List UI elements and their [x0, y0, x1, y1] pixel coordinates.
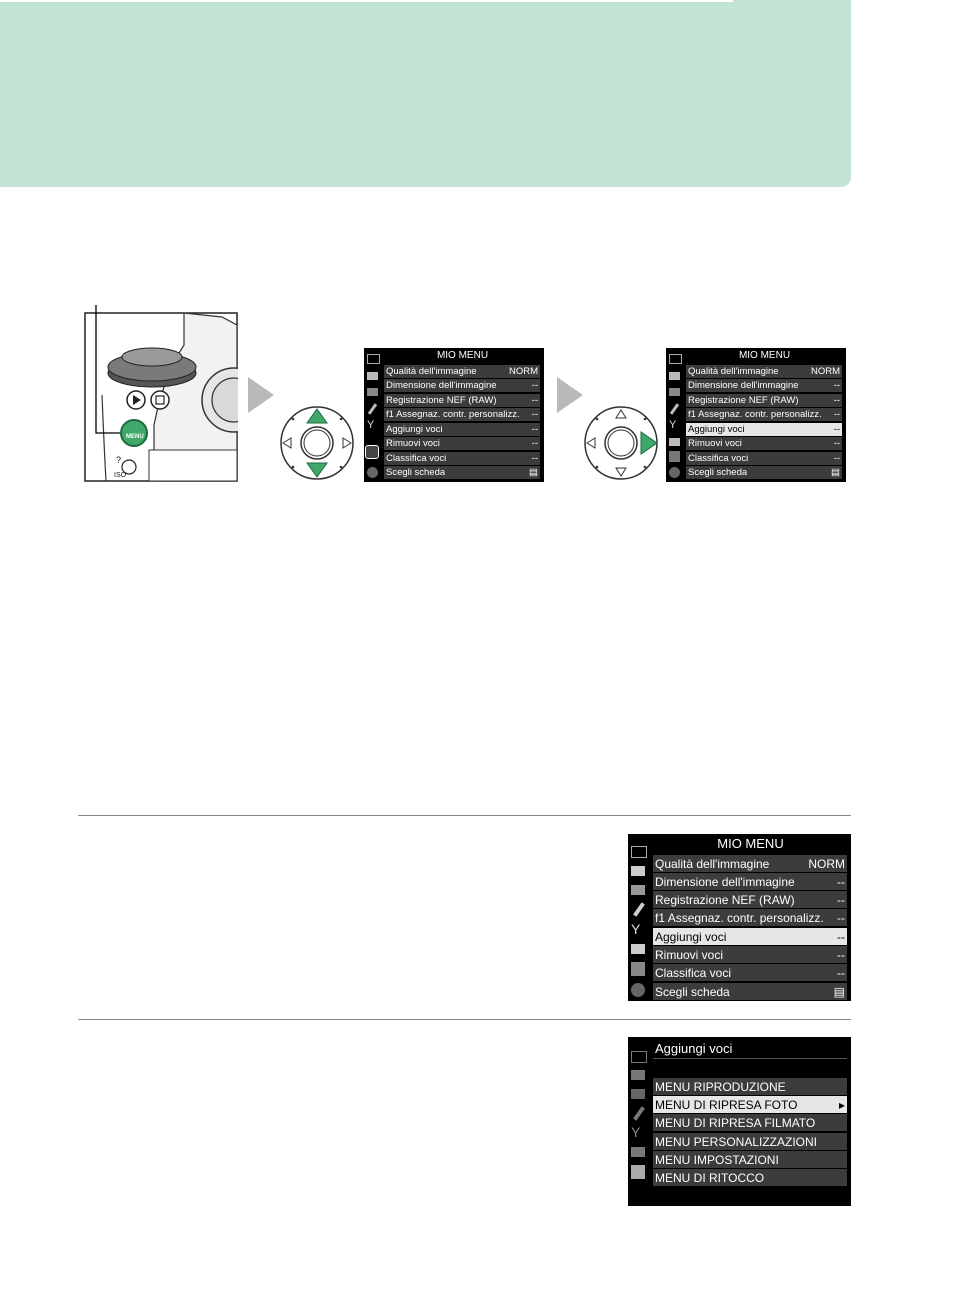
movie-tab-icon — [367, 388, 378, 396]
screen-title: MIO MENU — [717, 836, 784, 851]
step-arrow-icon — [557, 377, 583, 418]
camera-tab-icon — [669, 372, 680, 380]
list-item[interactable]: Qualità dell'immagine NORM — [386, 366, 538, 377]
help-icon — [367, 467, 378, 478]
list-item[interactable]: Scegli scheda ▤ — [655, 984, 845, 999]
list-item[interactable]: Qualità dell'immagine NORM — [688, 366, 840, 377]
title-divider — [653, 1058, 847, 1059]
chevron-right-icon: ▸ — [838, 1097, 845, 1112]
menu-screen-large — [628, 834, 851, 1001]
list-item[interactable]: Qualità dell'immagine NORM — [655, 856, 845, 871]
list-item[interactable]: MENU DI RITOCCO — [653, 1169, 847, 1186]
retouch-tab-icon — [631, 944, 645, 954]
list-item[interactable]: f1 Assegnaz. contr. personalizz. -- — [655, 910, 845, 925]
camera-tab-icon — [631, 866, 645, 876]
multi-selector-up-down-icon — [279, 405, 355, 481]
list-item[interactable]: Dimensione dell'immagine -- — [655, 874, 845, 889]
list-item-selected[interactable]: Aggiungi voci -- — [655, 929, 845, 944]
svg-text:?: ? — [116, 455, 122, 465]
list-item[interactable]: Dimensione dell'immagine -- — [386, 380, 538, 391]
add-items-screen — [628, 1037, 851, 1206]
menu-button-label: MENU — [126, 434, 144, 440]
tab-icon: ▤ — [833, 984, 845, 999]
list-item[interactable]: f1 Assegnaz. contr. personalizz. -- — [386, 409, 538, 420]
list-item[interactable]: Aggiungi voci -- — [386, 424, 538, 435]
retouch-tab-icon — [631, 1147, 645, 1157]
step-arrow-icon — [248, 377, 274, 418]
my-menu-tab-icon — [631, 962, 645, 976]
retouch-tab-icon — [669, 438, 680, 446]
list-item[interactable]: MENU DI RIPRESA FILMATO — [653, 1114, 847, 1131]
help-icon — [631, 983, 645, 997]
my-menu-tab-icon — [365, 445, 379, 459]
playback-tab-icon — [631, 846, 647, 858]
list-item[interactable]: Scegli scheda ▤ — [688, 467, 840, 478]
list-item-selected[interactable]: Aggiungi voci -- — [688, 424, 840, 435]
camera-illustration — [84, 305, 238, 483]
list-item[interactable]: MENU IMPOSTAZIONI — [653, 1151, 847, 1168]
list-item[interactable]: Rimuovi voci -- — [655, 947, 845, 962]
screen-title: Aggiungi voci — [655, 1041, 733, 1056]
multi-selector-right-icon — [583, 405, 659, 481]
screen-title: MIO MENU — [738, 350, 791, 361]
movie-tab-icon — [631, 885, 645, 895]
list-item[interactable]: Registrazione NEF (RAW) -- — [655, 892, 845, 907]
list-item[interactable]: Registrazione NEF (RAW) -- — [688, 395, 840, 406]
menu-screen-1 — [364, 348, 544, 482]
list-item[interactable]: MENU PERSONALIZZAZIONI — [653, 1133, 847, 1150]
list-item[interactable]: Classifica voci -- — [655, 965, 845, 980]
wrench-tab-icon: Y — [367, 419, 375, 431]
playback-tab-icon — [631, 1051, 647, 1063]
list-item[interactable]: Classifica voci -- — [688, 453, 840, 464]
my-menu-tab-icon — [631, 1165, 645, 1179]
help-icon — [669, 467, 680, 478]
list-item[interactable]: Classifica voci -- — [386, 453, 538, 464]
playback-tab-icon — [367, 354, 380, 364]
header-divider — [0, 0, 733, 2]
my-menu-tab-icon — [669, 451, 680, 462]
list-item[interactable]: f1 Assegnaz. contr. personalizz. -- — [688, 409, 840, 420]
list-item[interactable]: Dimensione dell'immagine -- — [688, 380, 840, 391]
camera-tab-icon — [631, 1070, 645, 1080]
header-band — [0, 0, 851, 187]
list-item[interactable]: Registrazione NEF (RAW) -- — [386, 395, 538, 406]
movie-tab-icon — [631, 1089, 645, 1099]
movie-tab-icon — [669, 388, 680, 396]
list-item[interactable]: MENU RIPRODUZIONE — [653, 1078, 847, 1095]
playback-tab-icon — [669, 354, 682, 364]
tab-icon: ▤ — [529, 467, 538, 478]
wrench-tab-icon: Y — [631, 921, 641, 937]
wrench-tab-icon: Y — [631, 1124, 641, 1140]
list-item-selected[interactable]: MENU DI RIPRESA FOTO ▸ — [655, 1097, 845, 1112]
camera-tab-icon — [367, 372, 378, 380]
menu-screen-1-selected — [666, 348, 846, 482]
wrench-tab-icon: Y — [669, 419, 677, 431]
tab-icon: ▤ — [831, 467, 840, 478]
list-item[interactable]: Rimuovi voci -- — [688, 438, 840, 449]
screen-title: MIO MENU — [436, 350, 489, 361]
divider — [78, 1019, 851, 1020]
svg-text:ISO: ISO — [114, 472, 127, 479]
list-item[interactable]: Rimuovi voci -- — [386, 438, 538, 449]
menu-tab-strip — [364, 348, 381, 482]
divider — [78, 815, 851, 816]
list-item[interactable]: Scegli scheda ▤ — [386, 467, 538, 478]
